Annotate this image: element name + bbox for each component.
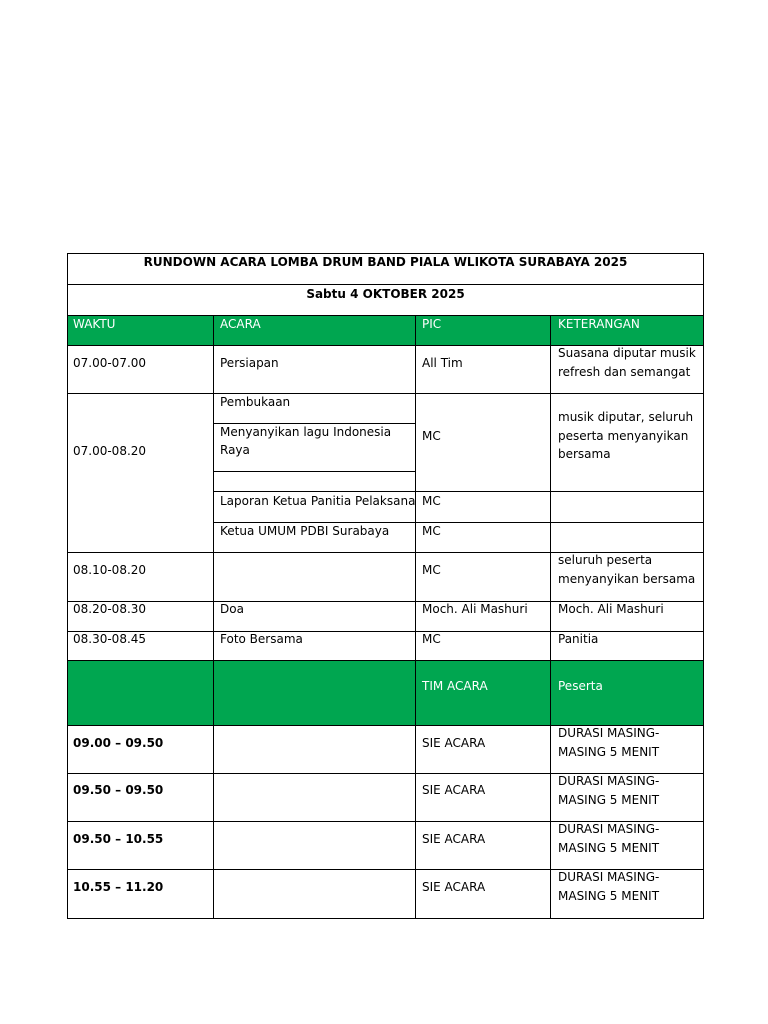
comp1-pic: SIE ACARA xyxy=(422,736,486,750)
row2-keterangan-line2: peserta menyanyikan xyxy=(558,429,689,443)
row2-waktu: 07.00-08.20 xyxy=(73,444,147,458)
comp1-keterangan-line1: DURASI MASING- xyxy=(558,726,660,740)
row4-keterangan: Moch. Ali Mashuri xyxy=(558,602,664,616)
comp3-waktu: 09.50 – 10.55 xyxy=(73,832,164,846)
comp2-pic: SIE ACARA xyxy=(422,783,486,797)
row1-acara: Persiapan xyxy=(220,356,279,370)
row3-keterangan-line1: seluruh peserta xyxy=(558,553,653,567)
row2-acara-lagu-line2: Raya xyxy=(220,443,250,457)
row2-pic-2: MC xyxy=(422,494,441,508)
row2-acara-ketua: Ketua UMUM PDBI Surabaya xyxy=(220,524,390,538)
row4-pic: Moch. Ali Mashuri xyxy=(422,602,528,616)
row5-pic: MC xyxy=(422,632,441,646)
comp2-keterangan-line2: MASING 5 MENIT xyxy=(558,793,660,807)
subheader-row-fill xyxy=(67,661,704,725)
comp2-keterangan-line1: DURASI MASING- xyxy=(558,774,660,788)
row5-keterangan: Panitia xyxy=(558,632,599,646)
header-keterangan: KETERANGAN xyxy=(558,317,640,331)
row1-pic: All Tim xyxy=(422,356,463,370)
row4-waktu: 08.20-08.30 xyxy=(73,602,147,616)
comp4-pic: SIE ACARA xyxy=(422,880,486,894)
row3-waktu: 08.10-08.20 xyxy=(73,563,147,577)
row5-waktu: 08.30-08.45 xyxy=(73,632,147,646)
row3-keterangan-line2: menyanyikan bersama xyxy=(558,572,696,586)
comp1-keterangan-line2: MASING 5 MENIT xyxy=(558,745,660,759)
row3-pic: MC xyxy=(422,563,441,577)
subheader-keterangan: Peserta xyxy=(558,679,603,693)
row2-acara-pembukaan: Pembukaan xyxy=(220,395,291,409)
row2-acara-lagu-line1: Menyanyikan lagu Indonesia xyxy=(220,425,392,439)
header-waktu: WAKTU xyxy=(73,317,116,331)
row2-acara-laporan: Laporan Ketua Panitia Pelaksana xyxy=(220,494,416,508)
row1-keterangan-line2: refresh dan semangat xyxy=(558,365,691,379)
comp4-keterangan-line2: MASING 5 MENIT xyxy=(558,889,660,903)
row2-keterangan-line1: musik diputar, seluruh xyxy=(558,410,694,424)
comp4-waktu: 10.55 – 11.20 xyxy=(73,880,164,894)
row2-pic-3: MC xyxy=(422,524,441,538)
comp1-waktu: 09.00 – 09.50 xyxy=(73,736,164,750)
document-title: RUNDOWN ACARA LOMBA DRUM BAND PIALA WLIKOTA SURABAYA 2025 xyxy=(143,255,628,269)
row1-waktu: 07.00-07.00 xyxy=(73,356,147,370)
header-pic: PIC xyxy=(422,317,442,331)
comp3-keterangan-line2: MASING 5 MENIT xyxy=(558,841,660,855)
document-date: Sabtu 4 OKTOBER 2025 xyxy=(306,287,465,301)
comp4-keterangan-line1: DURASI MASING- xyxy=(558,870,660,884)
row5-acara: Foto Bersama xyxy=(220,632,303,646)
row1-keterangan-line1: Suasana diputar musik xyxy=(558,346,696,360)
comp2-waktu: 09.50 – 09.50 xyxy=(73,783,164,797)
row2-pic-1: MC xyxy=(422,429,441,443)
row4-acara: Doa xyxy=(220,602,244,616)
row2-keterangan-line3: bersama xyxy=(558,447,611,461)
comp3-keterangan-line1: DURASI MASING- xyxy=(558,822,660,836)
header-acara: ACARA xyxy=(220,317,261,331)
comp3-pic: SIE ACARA xyxy=(422,832,486,846)
subheader-pic: TIM ACARA xyxy=(422,679,488,693)
